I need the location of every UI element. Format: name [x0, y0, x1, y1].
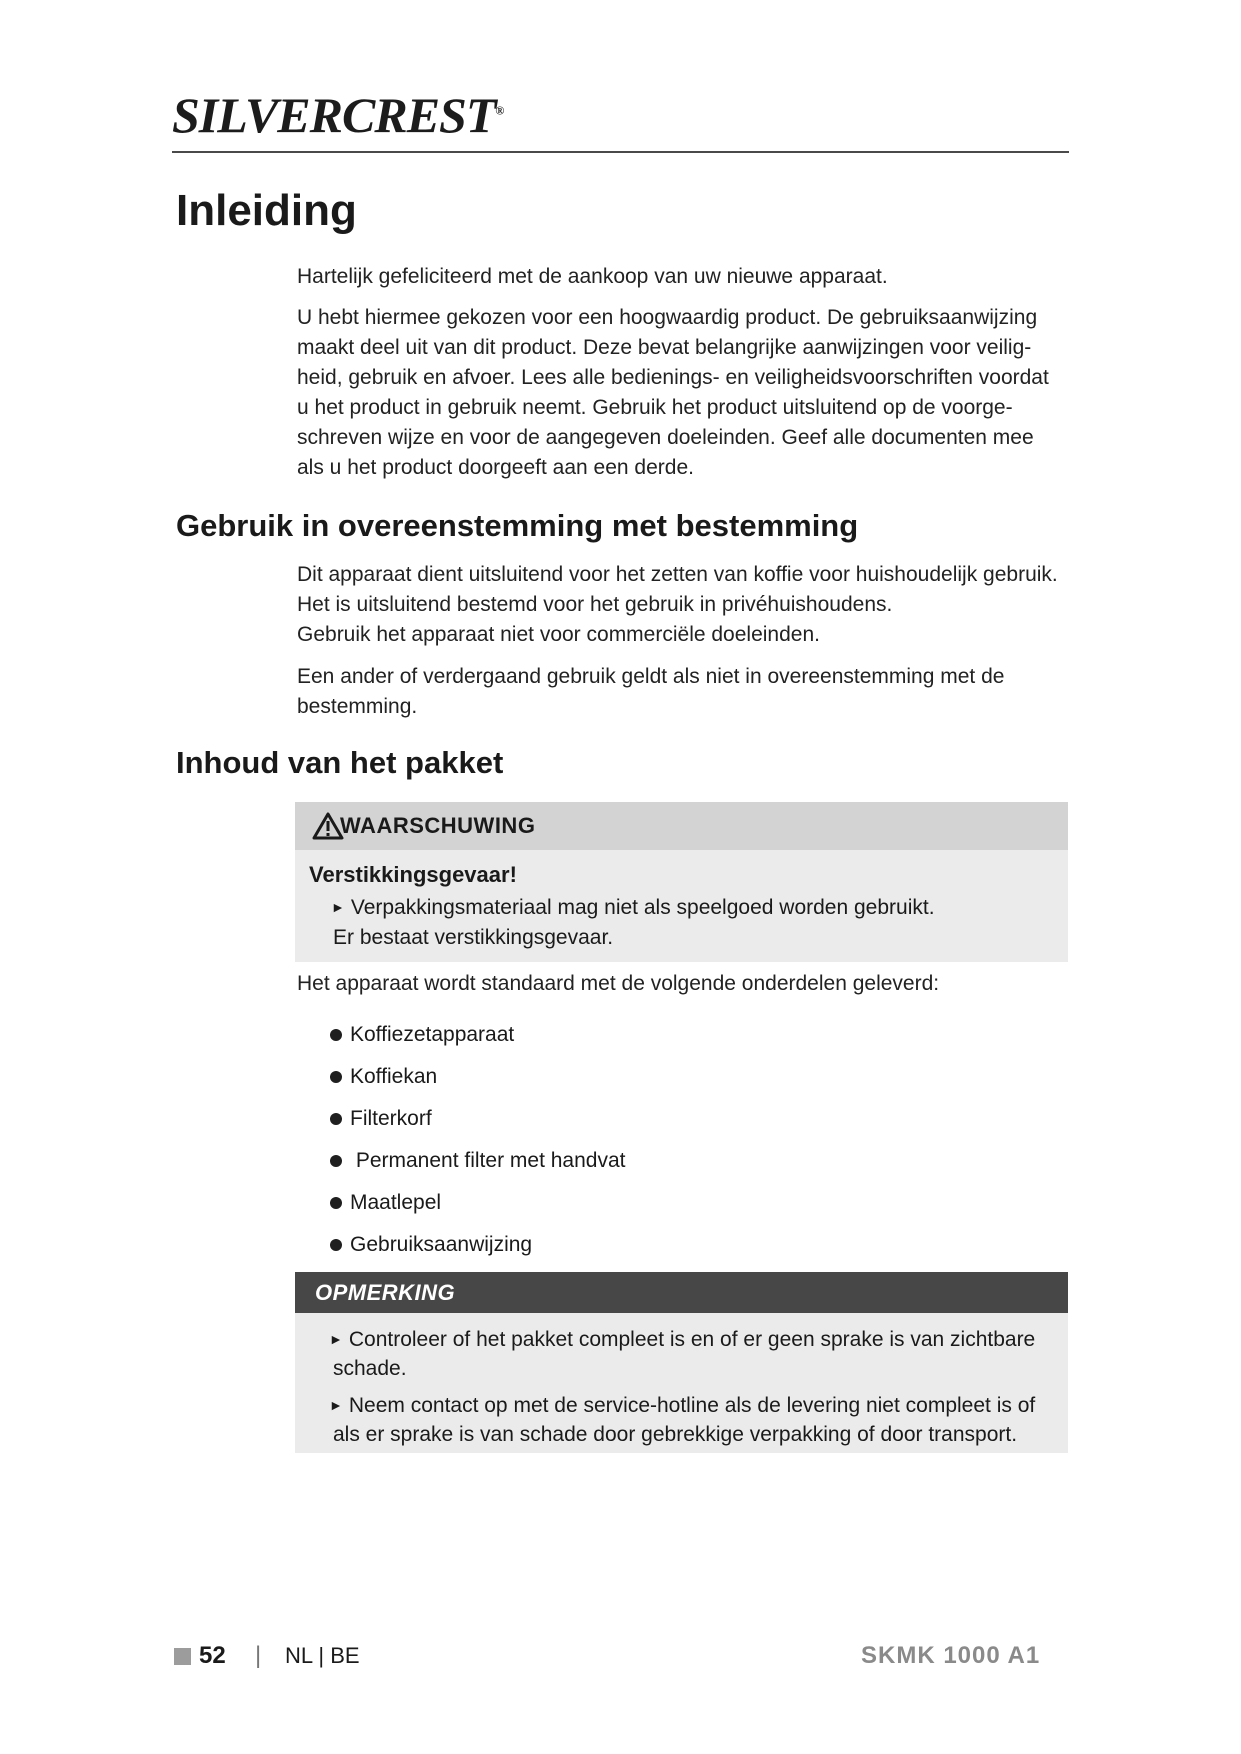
- usage-paragraph-1: [297, 560, 1077, 650]
- text-line: u het product in gebruik neemt. Gebruik het product uitsluitend op de voorge-: [297, 396, 1013, 419]
- list-item-text: Koffiekan: [350, 1065, 438, 1088]
- footer-language: NL | BE: [285, 1643, 360, 1668]
- bullet-icon: [330, 1029, 342, 1041]
- footer-separator: |: [255, 1642, 262, 1669]
- text-line: bestemming.: [297, 695, 418, 718]
- list-item: [330, 1140, 625, 1182]
- package-contents-list: [330, 1014, 625, 1266]
- intro-paragraph-2: [297, 303, 1077, 483]
- warning-header: [295, 802, 1068, 850]
- note-header: OPMERKING: [295, 1272, 1068, 1313]
- arrow-icon: ►: [329, 1397, 343, 1413]
- intro-paragraph-1: Hartelijk gefeliciteerd met de aankoop van uw nieuwe apparaat.: [297, 265, 888, 288]
- usage-paragraph-2: [297, 662, 1077, 722]
- footer-model: SKMK 1000 A1: [861, 1642, 1041, 1669]
- arrow-icon: ►: [331, 899, 345, 915]
- list-item-text: Filterkorf: [350, 1107, 432, 1130]
- text-line: maakt deel uit van dit product. Deze bevat belangrijke aanwijzingen voor veilig-: [297, 336, 1032, 359]
- text-line: Een ander of verdergaand gebruik geldt als niet in overeenstemming met de: [297, 665, 1005, 688]
- bullet-icon: [330, 1113, 342, 1125]
- list-item-text: Gebruiksaanwijzing: [350, 1233, 533, 1256]
- bullet-icon: [330, 1197, 342, 1209]
- list-item: [330, 1056, 625, 1098]
- list-item: [330, 1098, 625, 1140]
- package-intro: Het apparaat wordt standaard met de volgende onderdelen geleverd:: [297, 972, 940, 995]
- page-number: 52: [199, 1642, 226, 1669]
- text-line: heid, gebruik en afvoer. Lees alle bedienings- en veiligheidsvoorschriften voordat: [297, 366, 1049, 389]
- text-line: schreven wijze en voor de aangegeven doeleinden. Geef alle documenten mee: [297, 426, 1034, 449]
- text-line: U hebt hiermee gekozen voor een hoogwaardig product. De gebruiksaanwijzing: [297, 306, 1038, 329]
- warning-label: WAARSCHUWING: [340, 813, 536, 838]
- bullet-icon: [330, 1155, 342, 1167]
- brand-logo: [172, 86, 503, 144]
- usage-heading: Gebruik in overeenstemming met bestemming: [176, 508, 859, 543]
- note-item-text: Controleer of het pakket compleet is en of er geen sprake is van zichtbare schade.: [333, 1328, 1036, 1380]
- warning-box: [295, 802, 1068, 962]
- list-item: [330, 1182, 625, 1224]
- bullet-icon: [330, 1239, 342, 1251]
- list-item: [330, 1014, 625, 1056]
- text-line: Dit apparaat dient uitsluitend voor het zetten van koffie voor huishoudelijk gebruik.: [297, 563, 1058, 586]
- warning-line-2: Er bestaat verstikkingsgevaar.: [333, 926, 614, 949]
- footer-square-icon: [174, 1648, 191, 1665]
- list-item-text: Permanent filter met handvat: [350, 1149, 626, 1172]
- package-heading: Inhoud van het pakket: [176, 745, 504, 780]
- warning-text: Verpakkingsmateriaal mag niet als speelgoed worden gebruikt.: [350, 896, 935, 919]
- bullet-icon: [330, 1071, 342, 1083]
- note-box: [295, 1272, 1068, 1453]
- header-rule: [172, 151, 1069, 153]
- registered-mark: ®: [495, 103, 504, 118]
- text-line: als u het product doorgeeft aan een derde.: [297, 456, 694, 479]
- note-item: [295, 1391, 1068, 1449]
- list-item: [330, 1224, 625, 1266]
- arrow-icon: ►: [329, 1331, 343, 1347]
- note-item: [295, 1325, 1068, 1383]
- text-line: Gebruik het apparaat niet voor commerciële doeleinden.: [297, 623, 820, 646]
- warning-subtitle: Verstikkingsgevaar!: [309, 862, 517, 887]
- warning-line-1: [295, 892, 1068, 923]
- list-item-text: Koffiezetapparaat: [350, 1023, 515, 1046]
- page-title: Inleiding: [176, 186, 357, 235]
- brand-logo-text: SILVERCREST: [172, 87, 496, 143]
- text-line: Het is uitsluitend bestemd voor het gebruik in privéhuishoudens.: [297, 593, 893, 616]
- note-item-text: Neem contact op met de service-hotline als de levering niet compleet is of als er sprake is van schade door gebrekkige verpakking of door transport.: [333, 1394, 1036, 1446]
- list-item-text: Maatlepel: [350, 1191, 442, 1214]
